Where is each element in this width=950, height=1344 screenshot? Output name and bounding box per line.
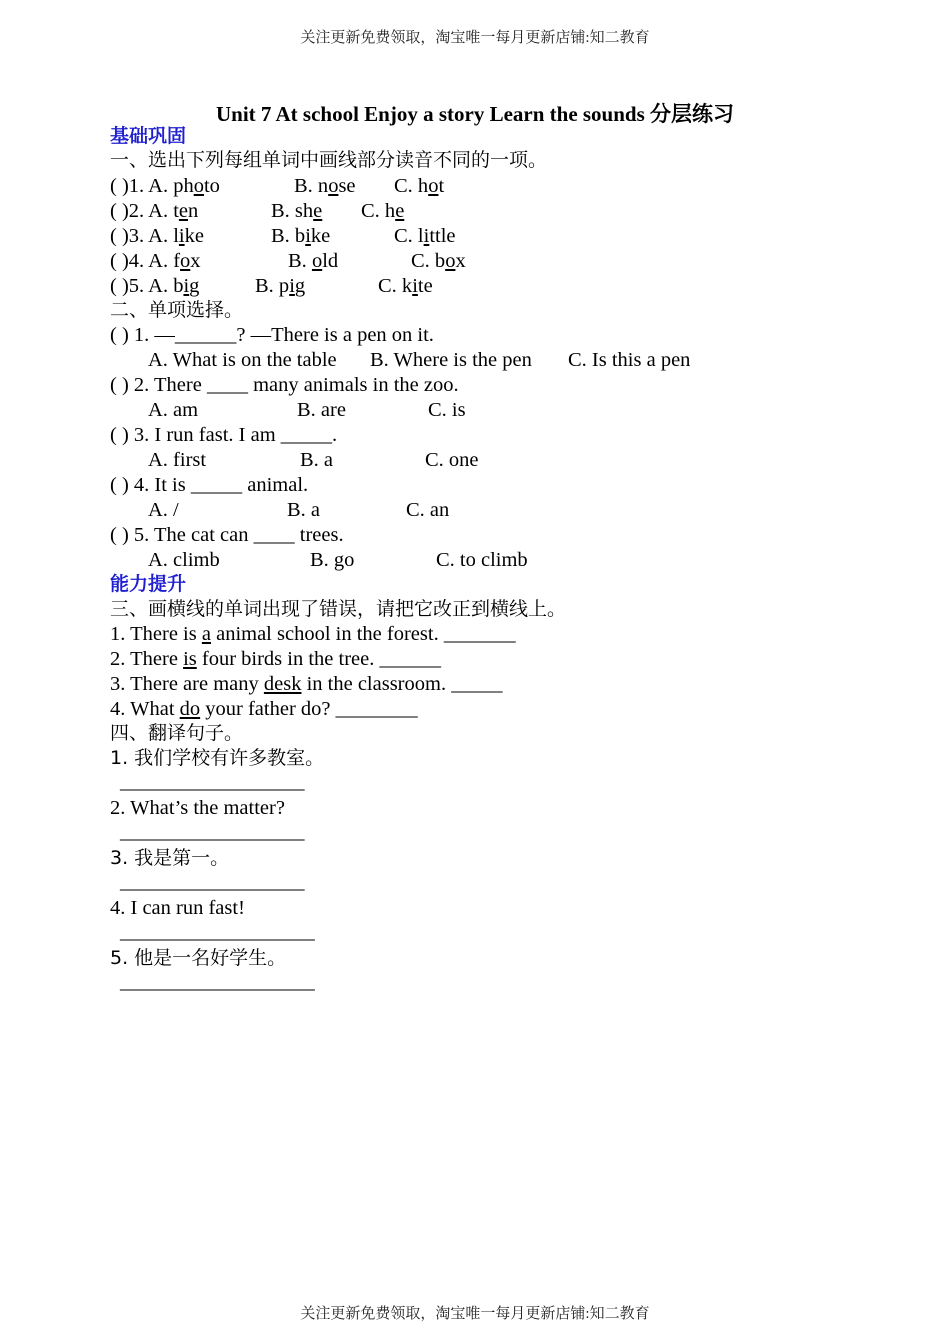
underlined-letter: o: [328, 175, 339, 197]
correction-item: [110, 622, 516, 646]
part1-item: [110, 224, 204, 248]
question-text: ( ) 3. I run fast. I am _____.: [110, 424, 338, 446]
answer-blank: __________________: [120, 821, 305, 843]
header-note: 关注更新免费领取，淘宝唯一每月更新店铺:知二教育: [300, 30, 650, 46]
underlined-word: is: [183, 648, 197, 670]
part1-heading: 一、选出下列每组单词中画线部分读音不同的一项。: [110, 149, 548, 171]
item-number: ( )1. A.: [110, 175, 174, 197]
option-c: [394, 174, 444, 198]
underlined-word: do: [179, 698, 201, 720]
underlined-letter: i: [412, 275, 418, 297]
option-b: B. Where is the pen: [370, 349, 532, 371]
word-part: t: [173, 200, 179, 222]
word-part: l: [173, 225, 179, 247]
option-b: [288, 249, 338, 273]
part4-heading: 四、翻译句子。: [110, 722, 244, 744]
underlined-letter: o: [311, 250, 323, 272]
correction-item: [110, 672, 502, 696]
option-b: B. go: [310, 549, 355, 571]
underlined-letter: o: [428, 175, 439, 197]
item-number: ( )2. A.: [110, 200, 174, 222]
option-b: [271, 224, 330, 248]
part1-item: [110, 199, 198, 223]
translation-question: 2. What’s the matter?: [110, 797, 285, 819]
sentence-start: 2. There: [110, 648, 184, 670]
word-part: se: [338, 175, 356, 197]
word-part: ld: [322, 250, 339, 272]
word-part: ke: [184, 225, 204, 247]
option-a: A. first: [148, 449, 207, 471]
option-c: C. an: [406, 499, 450, 521]
word-part: b: [173, 275, 184, 297]
item-number: ( )4. A.: [110, 250, 174, 272]
section-advanced: 能力提升: [110, 573, 187, 595]
option-c: [394, 224, 456, 248]
underlined-letter: o: [193, 175, 204, 197]
part3-heading: 三、画横线的单词出现了错误，请把它改正到横线上。: [110, 598, 567, 620]
question-text: ( ) 1. —______? —There is a pen on it.: [110, 324, 434, 346]
answer-blank: ___________________: [120, 971, 315, 993]
question-text: ( ) 5. The cat can ____ trees.: [110, 524, 344, 546]
section-basic: 基础巩固: [110, 125, 187, 147]
translation-question: 5. 他是一名好学生。: [110, 947, 287, 969]
word-part: ttle: [429, 225, 456, 247]
part1-item: [110, 249, 201, 273]
question-text: ( ) 4. It is _____ animal.: [110, 474, 309, 496]
underlined-letter: e: [178, 200, 189, 222]
option-b: B. are: [297, 399, 346, 421]
option-c: C. Is this a pen: [568, 349, 691, 371]
part1-item: [110, 174, 220, 198]
underlined-letter: i: [178, 225, 185, 247]
word-part: n: [188, 200, 199, 222]
translation-question: 1. 我们学校有许多教室。: [110, 747, 325, 769]
option-b: [294, 174, 356, 198]
option-c: C. one: [425, 449, 479, 471]
word-part: f: [173, 250, 181, 272]
option-c: [378, 274, 433, 298]
answer-blank: __________________: [120, 771, 305, 793]
word-part: B. sh: [271, 200, 314, 222]
word-part: C. h: [394, 175, 429, 197]
word-part: B.: [288, 250, 312, 272]
word-part: B. p: [255, 275, 290, 297]
option-c: [411, 249, 466, 273]
option-a: A. /: [148, 499, 179, 521]
sentence-end: in the classroom. _____: [301, 673, 503, 695]
word-part: C. l: [394, 225, 424, 247]
sentence-end: four birds in the tree. ______: [196, 648, 441, 670]
item-number: ( )3. A.: [110, 225, 174, 247]
word-part: B. n: [294, 175, 329, 197]
sentence-end: your father do? ________: [200, 698, 418, 720]
underlined-letter: e: [313, 200, 323, 222]
word-part: C. h: [361, 200, 396, 222]
answer-blank: ___________________: [120, 921, 315, 943]
correction-item: [110, 647, 441, 671]
part1-item: [110, 274, 199, 298]
footer-note: 关注更新免费领取，淘宝唯一每月更新店铺:知二教育: [300, 1306, 650, 1322]
word-part: g: [189, 275, 200, 297]
translation-question: 3. 我是第一。: [110, 847, 230, 869]
word-part: ke: [310, 225, 331, 247]
question-text: ( ) 2. There ____ many animals in the zoo.: [110, 374, 459, 396]
underlined-letter: i: [305, 225, 311, 247]
page-title: Unit 7 At school Enjoy a story Learn the sounds 分层练习: [215, 102, 735, 126]
underlined-letter: o: [180, 250, 191, 272]
word-part: to: [203, 175, 220, 197]
word-part: x: [455, 250, 466, 272]
option-c: C. is: [428, 399, 466, 421]
underlined-word: a: [201, 623, 211, 645]
option-a: A. am: [148, 399, 199, 421]
option-b: [271, 199, 322, 223]
option-a: A. climb: [148, 549, 220, 571]
underlined-word: desk: [263, 673, 302, 695]
word-part: te: [417, 275, 433, 297]
option-b: [255, 274, 305, 298]
sentence-start: 4. What: [110, 698, 180, 720]
word-part: ph: [173, 175, 194, 197]
word-part: g: [294, 275, 306, 297]
correction-item: [110, 697, 418, 721]
word-part: C. k: [378, 275, 413, 297]
underlined-letter: o: [445, 250, 456, 272]
sentence-end: animal school in the forest. _______: [210, 623, 516, 645]
option-c: [361, 199, 404, 223]
option-c: C. to climb: [436, 549, 528, 571]
part2-heading: 二、单项选择。: [110, 299, 244, 321]
item-number: ( )5. A.: [110, 275, 174, 297]
option-b: B. a: [300, 449, 334, 471]
option-b: B. a: [287, 499, 321, 521]
word-part: x: [190, 250, 201, 272]
option-a: A. What is on the table: [148, 349, 337, 371]
sentence-start: 3. There are many: [110, 673, 264, 695]
underlined-letter: i: [183, 275, 190, 297]
underlined-letter: e: [395, 200, 405, 222]
sentence-start: 1. There is: [110, 623, 202, 645]
underlined-letter: i: [423, 225, 430, 247]
translation-question: 4. I can run fast!: [110, 897, 245, 919]
word-part: C. b: [411, 250, 446, 272]
answer-blank: __________________: [120, 871, 305, 893]
word-part: t: [438, 175, 445, 197]
word-part: B. b: [271, 225, 306, 247]
underlined-letter: i: [289, 275, 295, 297]
